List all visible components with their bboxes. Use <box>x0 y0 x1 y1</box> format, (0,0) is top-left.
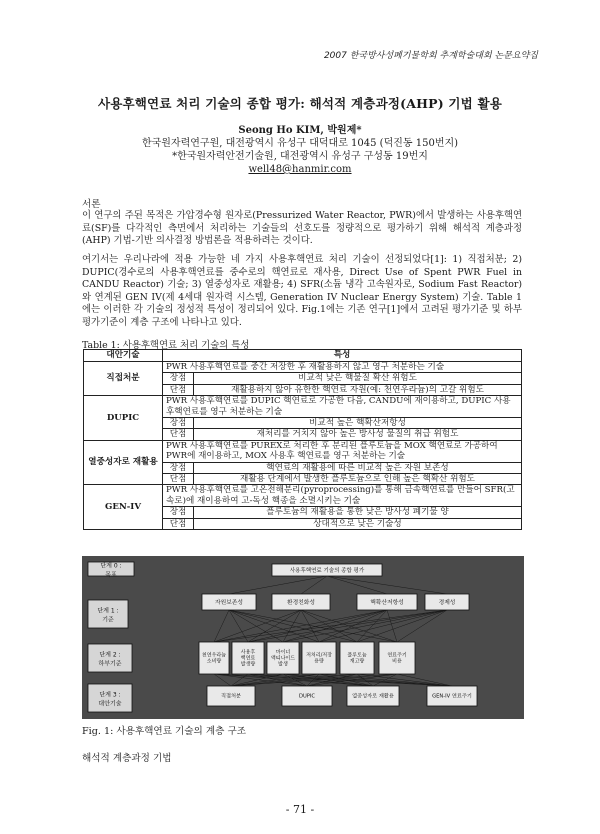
section-heading-ahp: 해석적 계층과정 기법 <box>82 753 172 764</box>
goal-label: 사용후핵연료 기술의 종합 평가 <box>289 567 365 574</box>
level0-label-text: 목표 <box>105 571 117 579</box>
proceedings-header: 2007 한국방사성폐기물학회 추계학술대회 논문요약집 <box>323 51 538 61</box>
subcriterion-label: 저처리/저장 <box>306 652 332 659</box>
merit-label: 장점 <box>163 418 194 429</box>
subcriterion-label: 용량 <box>314 658 324 665</box>
paragraph-2: 여기서는 우리나라에 적용 가능한 네 가지 사용후핵연료 처리 기술이 선정되었다[1]: 1) 직접처분; 2) DUPIC(경수로의 사용후핵연료를 중수로의 핵연료로 재사용, Direct Use of Spent PWR Fuel in CANDU Reactor) 기술; 3) 열중성자로 재활용; 4) SFR(소듐 냉각 고속원자로, Sodium Fast Reactor)와 연계된 GEN IV(제 4세대 원자력 시스템, Generation IV Nuclear Energy System) 기술. Table 1에는 이러한 각 기술의 정성적 특성이 정리되어 있다. Fig.1에는 기존 연구[1]에서 고려된 평가기준 및 하부 평가기준이 계층 구조에 나타나고 있다. <box>82 254 522 328</box>
merit-text: 비교적 높은 핵확산저항성 <box>194 418 522 429</box>
goal-criterion-link <box>301 576 327 594</box>
subcriterion-label: 연료주기 <box>387 652 407 659</box>
criterion-label: 자원보존성 <box>215 599 243 606</box>
paper-title: 사용후핵연료 처리 기술의 종합 평가: 해석적 계층과정(AHP) 기법 활용 <box>97 96 503 111</box>
tech-description: PWR 사용후핵연료를 PUREX로 처리한 후 분리된 플루토늄을 MOX 핵연료로 가공하여 PWR에 재이용하고, MOX 사용후 핵연료를 영구 처분하는 기술 <box>163 440 522 462</box>
author-names: Seong Ho KIM, 박원제* <box>238 125 362 136</box>
demerit-text: 재활용 단계에서 발생한 플루토늄으로 인해 높은 핵확산 위험도 <box>194 474 522 485</box>
demerit-text: 재활용하지 않아 유한한 핵연료 자원(예: 천연우라늄)의 고갈 위험도 <box>194 384 522 395</box>
author-email[interactable]: well48@hanmir.com <box>248 164 352 175</box>
tech-name: GEN-IV <box>84 485 163 530</box>
author-block <box>0 124 600 176</box>
hierarchy-diagram <box>82 556 524 719</box>
merit-text: 핵연료의 재활용에 따른 비교적 높은 자원 보존성 <box>194 462 522 473</box>
demerit-label: 단점 <box>163 518 194 529</box>
table-header-row <box>84 350 522 362</box>
tech-description: PWR 사용후핵연료를 DUPIC 핵연료로 가공한 다음, CANDU에 재이용하고, DUPIC 사용후핵연료를 영구 처분하는 기술 <box>163 396 522 418</box>
hierarchy-figure <box>82 556 524 719</box>
table-row <box>84 485 522 507</box>
criterion-label: 핵확산저항성 <box>370 599 404 606</box>
subcriterion-label: 핵연료 <box>240 655 256 662</box>
alternative-label: DUPIC <box>298 693 316 700</box>
demerit-label: 단점 <box>163 429 194 440</box>
demerit-text: 재처리를 거치지 않아 높은 방사성 물질의 취급 위험도 <box>194 429 522 440</box>
alternative-label: 열중성자로 재활용 <box>352 693 394 700</box>
tech-description: PWR 사용후핵연료를 중간 저장한 후 재활용하지 않고 영구 처분하는 기술 <box>163 362 522 373</box>
table-row <box>84 396 522 418</box>
level1-label-text: 단계 1 : <box>97 607 119 615</box>
level2-label-text: 단계 2 : <box>99 651 121 659</box>
demerit-text: 상대적으로 낮은 기술성 <box>194 518 522 529</box>
level0-label-text: 단계 0 : <box>100 562 122 570</box>
subcriterion-label: 액티나이드 <box>270 655 296 662</box>
figure-caption: Fig. 1: 사용후핵연료 기술의 계층 구조 <box>82 726 246 737</box>
goal-criterion-link <box>327 576 447 594</box>
subcriterion-label: 발생 <box>278 661 288 668</box>
tech-name: DUPIC <box>84 396 163 441</box>
subcriterion-label: 소비량 <box>206 658 222 665</box>
merit-label: 장점 <box>163 507 194 518</box>
criterion-subcriterion-link <box>214 610 301 642</box>
demerit-label: 단점 <box>163 384 194 395</box>
level3-label-text: 단계 3 : <box>99 691 121 699</box>
level3-label-text: 대안기술 <box>98 700 122 708</box>
merit-text: 플루토늄의 재활용을 통한 낮은 방사성 폐기물 양 <box>194 507 522 518</box>
section-heading-intro: 서론 <box>82 199 101 210</box>
criterion-label: 환경친화성 <box>287 599 315 606</box>
page-number: - 71 - <box>285 803 315 816</box>
subcriterion-label: 재고량 <box>349 658 365 665</box>
paragraph-1: 이 연구의 주된 목적은 가압경수형 원자로(Pressurized Water Reactor, PWR)에서 발생하는 사용후핵연료(SF)를 다각적인 측면에서 처리하는 기술들의 선호도를 정량적으로 평가하기 위해 해석적 계층과정(AHP) 기법-기반 의사결정 방법론을 적용하려는 것이다. <box>82 210 522 247</box>
tech-name: 직접처분 <box>84 362 163 396</box>
criterion-label: 경제성 <box>438 599 456 606</box>
criterion-subcriterion-link <box>214 610 387 642</box>
tech-name: 열중성자로 재활용 <box>84 440 163 485</box>
level1-label-text: 기준 <box>102 616 114 624</box>
goal-criterion-link <box>229 576 327 594</box>
subcriterion-label: 비용 <box>392 658 402 665</box>
subcriterion-label: 천연우라늄 <box>201 652 227 659</box>
merit-text: 비교적 낮은 핵물질 확산 위험도 <box>194 373 522 384</box>
affiliation-2: *한국원자력안전기술원, 대전광역시 유성구 구성동 19번지 <box>172 151 428 162</box>
affiliation-1: 한국원자력연구원, 대전광역시 유성구 대덕대로 1045 (덕진동 150번지) <box>141 138 459 149</box>
subcriterion-label: 마이너 <box>275 649 291 656</box>
subcriterion-label: 사용후 <box>240 649 256 656</box>
subcriterion-label: 플루토늄 <box>347 652 367 659</box>
demerit-label: 단점 <box>163 474 194 485</box>
table-row <box>84 362 522 373</box>
criterion-subcriterion-link <box>387 610 397 642</box>
level2-label-text: 하부기준 <box>98 660 122 668</box>
criterion-subcriterion-link <box>301 610 319 642</box>
alternative-label: GEN-IV 연료주기 <box>432 693 472 700</box>
table-row <box>84 440 522 462</box>
subcriterion-label: 발생량 <box>240 661 256 668</box>
criterion-subcriterion-link <box>229 610 319 642</box>
criterion-subcriterion-link <box>229 610 248 642</box>
merit-label: 장점 <box>163 462 194 473</box>
table-caption: Table 1: 사용후핵연료 처리 기술의 특성 <box>82 340 250 351</box>
alternative-label: 직접처분 <box>220 693 242 700</box>
criterion-subcriterion-link <box>248 610 447 642</box>
tech-description: PWR 사용후핵연료를 고온전해분리(pyroprocessing)를 통해 금속핵연료를 만들어 SFR(고속로)에 재이용하여 고-독성 핵종을 소멸시키는 기술 <box>163 485 522 507</box>
table-header-tech: 대안기술 <box>84 350 163 362</box>
table-header-char: 특성 <box>163 350 522 362</box>
characteristics-table <box>83 349 522 530</box>
goal-criterion-link <box>327 576 387 594</box>
criterion-subcriterion-link <box>357 610 447 642</box>
merit-label: 장점 <box>163 373 194 384</box>
